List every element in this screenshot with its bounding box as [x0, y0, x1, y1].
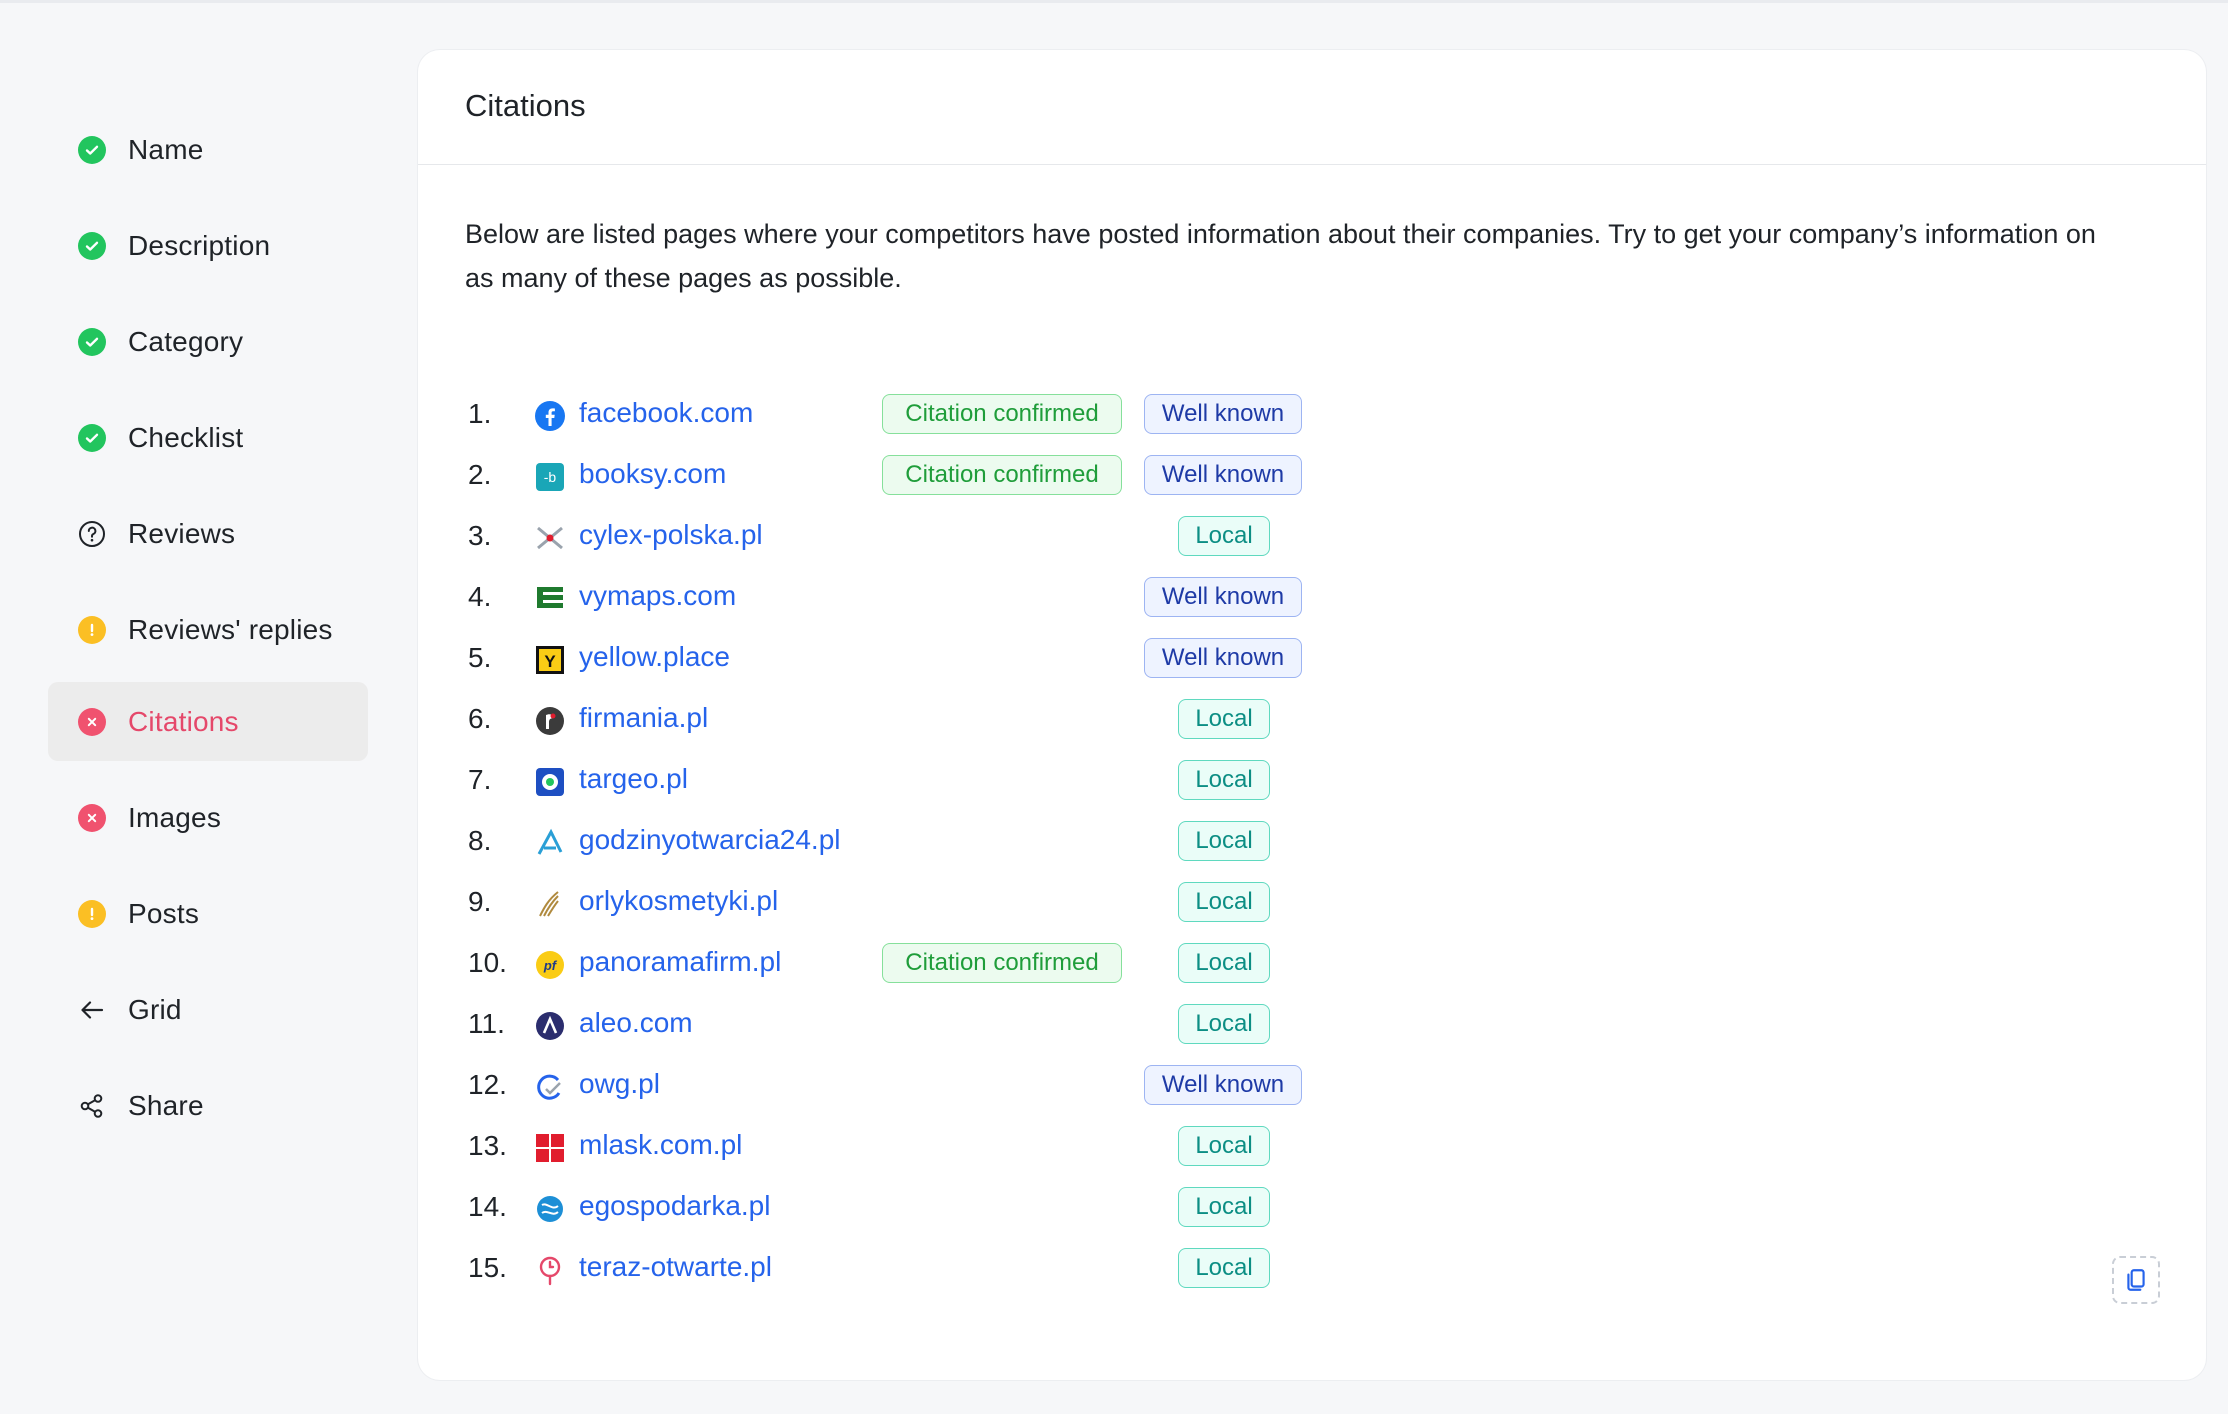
panoramafirm-icon — [534, 949, 566, 981]
svg-text:pf: pf — [543, 958, 557, 973]
citation-row — [418, 1238, 2206, 1298]
sidebar-item-citations[interactable] — [48, 682, 368, 761]
booksy-icon — [534, 461, 566, 493]
citation-site-link[interactable]: targeo.pl — [579, 763, 688, 794]
local-badge: Local — [1178, 1004, 1270, 1044]
sidebar-item-label: Category — [128, 325, 244, 357]
citation-row — [418, 872, 2206, 932]
citation-row — [418, 689, 2206, 749]
page-title: Citations — [465, 88, 586, 123]
svg-text:Y: Y — [544, 652, 556, 671]
citation-site-link[interactable]: vymaps.com — [579, 580, 737, 611]
local-badge: Local — [1178, 882, 1270, 922]
citation-site-link[interactable]: facebook.com — [579, 397, 754, 428]
sidebar-item-label: Citations — [128, 705, 239, 737]
row-number: 5. — [468, 642, 492, 673]
vymaps-icon — [534, 583, 566, 615]
row-number: 7. — [468, 764, 492, 795]
sidebar-item-reviews-replies[interactable] — [48, 590, 368, 669]
firmania-icon — [534, 705, 566, 737]
citation-site-link[interactable]: mlask.com.pl — [579, 1129, 743, 1160]
teraz-otwarte-icon — [534, 1254, 566, 1286]
local-badge: Local — [1178, 821, 1270, 861]
check-circle-icon — [78, 136, 106, 164]
row-number: 4. — [468, 581, 492, 612]
cylex-icon — [534, 522, 566, 554]
citation-row — [418, 567, 2206, 627]
sidebar-item-label: Name — [128, 133, 204, 165]
citation-row — [418, 1055, 2206, 1115]
citation-row — [418, 506, 2206, 566]
error-circle-icon — [78, 804, 106, 832]
intro-text: Below are listed pages where your competitors have posted information about their companies. Try to get your company’s information on as many of these pages as possible. — [465, 219, 2096, 293]
row-number: 10. — [468, 947, 507, 978]
row-number: 14. — [468, 1191, 507, 1222]
well-known-badge: Well known — [1144, 394, 1302, 434]
sidebar-item-grid[interactable] — [48, 970, 368, 1049]
sidebar-item-reviews[interactable] — [48, 494, 368, 573]
row-number: 3. — [468, 520, 492, 551]
citation-row — [418, 1177, 2206, 1237]
local-badge: Local — [1178, 943, 1270, 983]
row-number: 15. — [468, 1252, 507, 1283]
question-circle-icon — [78, 520, 106, 548]
citation-site-link[interactable]: orlykosmetyki.pl — [579, 885, 779, 916]
citation-row — [418, 445, 2206, 505]
sidebar-item-label: Grid — [128, 993, 182, 1025]
citation-row — [418, 384, 2206, 444]
local-badge: Local — [1178, 1126, 1270, 1166]
citation-row — [418, 628, 2206, 688]
top-divider — [0, 0, 2228, 3]
error-circle-icon — [78, 708, 106, 736]
check-circle-icon — [78, 232, 106, 260]
sidebar-item-category[interactable] — [48, 302, 368, 381]
facebook-icon — [534, 400, 566, 432]
citation-row — [418, 811, 2206, 871]
local-badge: Local — [1178, 1248, 1270, 1288]
citation-row — [418, 994, 2206, 1054]
sidebar-item-images[interactable] — [48, 778, 368, 857]
citation-site-link[interactable]: firmania.pl — [579, 702, 709, 733]
row-number: 6. — [468, 703, 492, 734]
sidebar-item-posts[interactable] — [48, 874, 368, 953]
local-badge: Local — [1178, 516, 1270, 556]
citation-site-link[interactable]: yellow.place — [579, 641, 730, 672]
row-number: 11. — [468, 1008, 505, 1039]
check-circle-icon — [78, 328, 106, 356]
warning-circle-icon — [78, 616, 106, 644]
citation-site-link[interactable]: owg.pl — [579, 1068, 660, 1099]
sidebar-item-description[interactable] — [48, 206, 368, 285]
aleo-icon — [534, 1010, 566, 1042]
row-number: 13. — [468, 1130, 507, 1161]
local-badge: Local — [1178, 1187, 1270, 1227]
citation-site-link[interactable]: egospodarka.pl — [579, 1190, 771, 1221]
egospodarka-icon — [534, 1193, 566, 1225]
sidebar-item-label: Reviews' replies — [128, 613, 333, 645]
local-badge: Local — [1178, 760, 1270, 800]
sidebar-item-label: Images — [128, 801, 222, 833]
copy-button[interactable] — [2112, 1256, 2160, 1304]
warning-circle-icon — [78, 900, 106, 928]
citation-site-link[interactable]: teraz-otwarte.pl — [579, 1251, 772, 1282]
citation-confirmed-badge: Citation confirmed — [882, 455, 1122, 495]
svg-text:-b: -b — [543, 469, 557, 485]
row-number: 9. — [468, 886, 492, 917]
well-known-badge: Well known — [1144, 638, 1302, 678]
well-known-badge: Well known — [1144, 1065, 1302, 1105]
sidebar-item-label: Share — [128, 1089, 204, 1121]
row-number: 1. — [468, 398, 492, 429]
row-number: 8. — [468, 825, 492, 856]
card-header — [418, 50, 2206, 165]
citation-site-link[interactable]: booksy.com — [579, 458, 727, 489]
sidebar-item-label: Posts — [128, 897, 200, 929]
citations-card — [418, 50, 2206, 1380]
row-number: 12. — [468, 1069, 507, 1100]
citation-site-link[interactable]: aleo.com — [579, 1007, 693, 1038]
citation-row — [418, 933, 2206, 993]
citation-site-link[interactable]: cylex-polska.pl — [579, 519, 763, 550]
sidebar-item-checklist[interactable] — [48, 398, 368, 477]
citation-confirmed-badge: Citation confirmed — [882, 394, 1122, 434]
sidebar-item-name[interactable] — [48, 110, 368, 189]
citation-confirmed-badge: Citation confirmed — [882, 943, 1122, 983]
citation-row — [418, 750, 2206, 810]
well-known-badge: Well known — [1144, 455, 1302, 495]
local-badge: Local — [1178, 699, 1270, 739]
sidebar-item-label: Reviews — [128, 517, 236, 549]
well-known-badge: Well known — [1144, 577, 1302, 617]
sidebar-item-label: Description — [128, 229, 271, 261]
orlykosmetyki-icon — [534, 888, 566, 920]
copy-icon — [2123, 1267, 2149, 1293]
check-circle-icon — [78, 424, 106, 452]
owg-icon — [534, 1071, 566, 1103]
citation-row — [418, 1116, 2206, 1176]
targeo-icon — [534, 766, 566, 798]
godzinyotwarcia-icon — [534, 827, 566, 859]
citation-site-link[interactable]: godzinyotwarcia24.pl — [579, 824, 841, 855]
yellow-place-icon — [534, 644, 566, 676]
share-icon — [78, 1092, 106, 1120]
row-number: 2. — [468, 459, 492, 490]
sidebar-item-label: Checklist — [128, 421, 244, 453]
arrow-left-icon — [78, 996, 106, 1024]
mlask-icon — [534, 1132, 566, 1164]
sidebar-item-share[interactable] — [48, 1066, 368, 1145]
citation-site-link[interactable]: panoramafirm.pl — [579, 946, 782, 977]
